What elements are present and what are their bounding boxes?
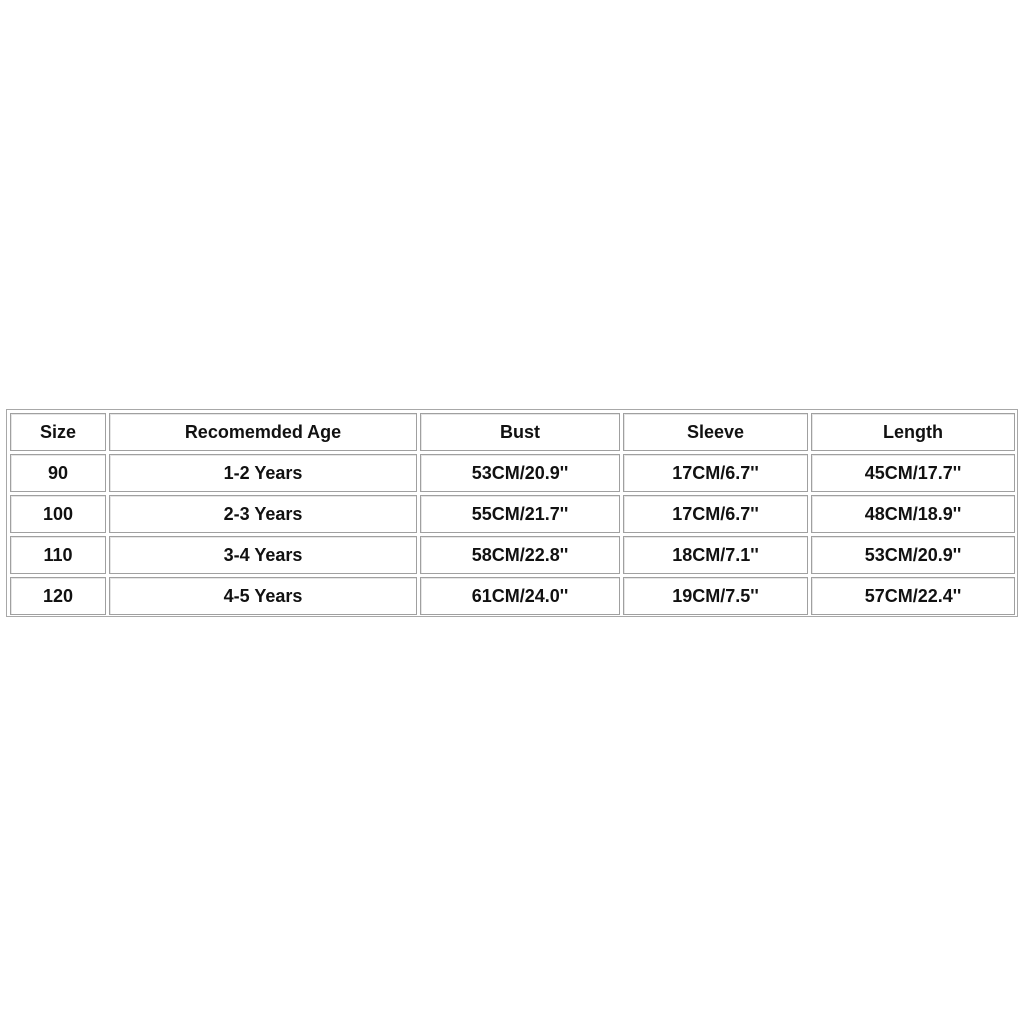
cell-length: 45CM/17.7'' (811, 454, 1015, 492)
header-bust: Bust (420, 413, 620, 451)
cell-size: 90 (10, 454, 106, 492)
cell-sleeve: 18CM/7.1'' (623, 536, 808, 574)
cell-bust: 58CM/22.8'' (420, 536, 620, 574)
cell-age: 1-2 Years (109, 454, 417, 492)
cell-age: 4-5 Years (109, 577, 417, 615)
cell-bust: 61CM/24.0'' (420, 577, 620, 615)
cell-sleeve: 17CM/6.7'' (623, 495, 808, 533)
table-row (10, 577, 1015, 615)
header-size: Size (10, 413, 106, 451)
size-chart-table (7, 410, 1018, 618)
size-chart (6, 409, 1018, 617)
cell-length: 48CM/18.9'' (811, 495, 1015, 533)
cell-size: 120 (10, 577, 106, 615)
table-row (10, 454, 1015, 492)
cell-age: 2-3 Years (109, 495, 417, 533)
header-length: Length (811, 413, 1015, 451)
cell-sleeve: 17CM/6.7'' (623, 454, 808, 492)
table-row (10, 495, 1015, 533)
cell-bust: 53CM/20.9'' (420, 454, 620, 492)
table-row (10, 536, 1015, 574)
cell-age: 3-4 Years (109, 536, 417, 574)
cell-size: 100 (10, 495, 106, 533)
cell-bust: 55CM/21.7'' (420, 495, 620, 533)
header-row (10, 413, 1015, 451)
header-sleeve: Sleeve (623, 413, 808, 451)
cell-size: 110 (10, 536, 106, 574)
header-recommended-age: Recomemded Age (109, 413, 417, 451)
cell-sleeve: 19CM/7.5'' (623, 577, 808, 615)
cell-length: 53CM/20.9'' (811, 536, 1015, 574)
cell-length: 57CM/22.4'' (811, 577, 1015, 615)
